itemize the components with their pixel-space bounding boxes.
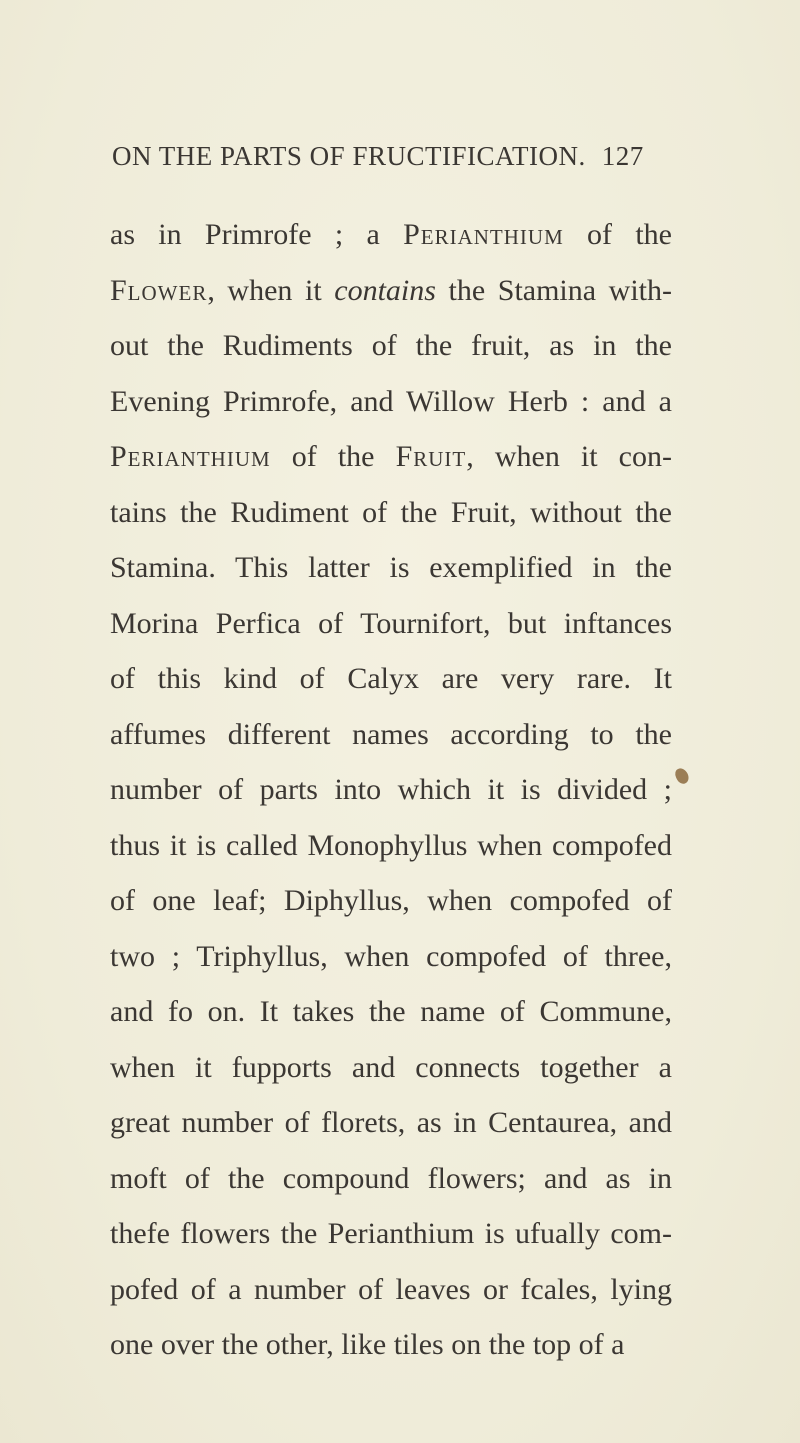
text-line <box>110 1095 672 1151</box>
text-line <box>110 485 672 541</box>
text-segment: moft of the compound flowers; and as in <box>110 1161 672 1195</box>
text-segment: and fo on. It takes the name of Commune, <box>110 995 672 1028</box>
text-segment: out the Rudiments of the fruit, as in the <box>110 329 672 362</box>
text-line <box>110 707 672 763</box>
text-line <box>110 873 672 929</box>
header-title: ON THE PARTS OF FRUCTIFICATION. <box>112 141 586 171</box>
text-segment: Evening Primrofe, and Willow Herb : and a <box>110 384 672 418</box>
text-line <box>110 429 672 485</box>
running-header <box>112 141 692 172</box>
text-segment: one over the other, like tiles on the top of a <box>110 1328 625 1361</box>
text-segment: of the <box>563 218 672 251</box>
text-line <box>110 1151 672 1207</box>
text-segment: when it fupports and connects together a <box>110 1050 672 1084</box>
text-line <box>110 596 672 652</box>
page-number: 127 <box>601 141 644 171</box>
text-segment: contains <box>334 273 436 307</box>
text-line <box>110 651 672 707</box>
text-line <box>110 929 672 985</box>
text-segment: as in Primrofe ; a <box>110 218 404 251</box>
text-line <box>110 1206 672 1262</box>
text-segment: pofed of a number of leaves or fcales, lying <box>110 1272 672 1306</box>
text-segment: great number of florets, as in Centaurea, and <box>110 1106 672 1139</box>
text-line <box>110 1040 672 1096</box>
text-line <box>110 263 672 319</box>
text-segment: Perianthium <box>110 440 271 473</box>
text-line <box>110 818 672 874</box>
text-line <box>110 762 672 818</box>
text-line <box>110 1317 672 1373</box>
ink-stain <box>673 766 691 786</box>
text-segment: of the <box>270 440 396 473</box>
text-line <box>110 318 672 374</box>
text-segment: affumes different names according to the <box>110 717 672 751</box>
text-segment: , when it con- <box>466 440 672 473</box>
text-segment: Perianthium <box>403 218 564 251</box>
text-segment: , when it <box>207 273 335 307</box>
text-segment: the Stamina with- <box>435 273 672 307</box>
text-segment: tains the Rudiment of the Fruit, without the <box>110 495 672 529</box>
text-line <box>110 207 672 263</box>
text-segment: number of parts into which it is divided ; <box>110 773 672 806</box>
text-segment: of one leaf; Diphyllus, when compofed of <box>110 884 672 917</box>
text-segment: Flower <box>110 273 208 307</box>
text-segment: Morina Perfica of Tournifort, but inftances <box>110 606 672 640</box>
text-segment: Stamina. This latter is exemplified in the <box>110 551 672 584</box>
text-line <box>110 984 672 1040</box>
text-line <box>110 1262 672 1318</box>
text-segment: Fruit <box>395 440 467 473</box>
text-segment: two ; Triphyllus, when compofed of three, <box>110 939 672 973</box>
text-segment: thus it is called Monophyllus when compofed <box>110 828 672 862</box>
text-segment: thefe flowers the Perianthium is ufually com- <box>110 1217 672 1250</box>
text-line <box>110 540 672 596</box>
text-segment: of this kind of Calyx are very rare. It <box>110 662 672 695</box>
body-text <box>110 207 672 1373</box>
text-line <box>110 374 672 430</box>
